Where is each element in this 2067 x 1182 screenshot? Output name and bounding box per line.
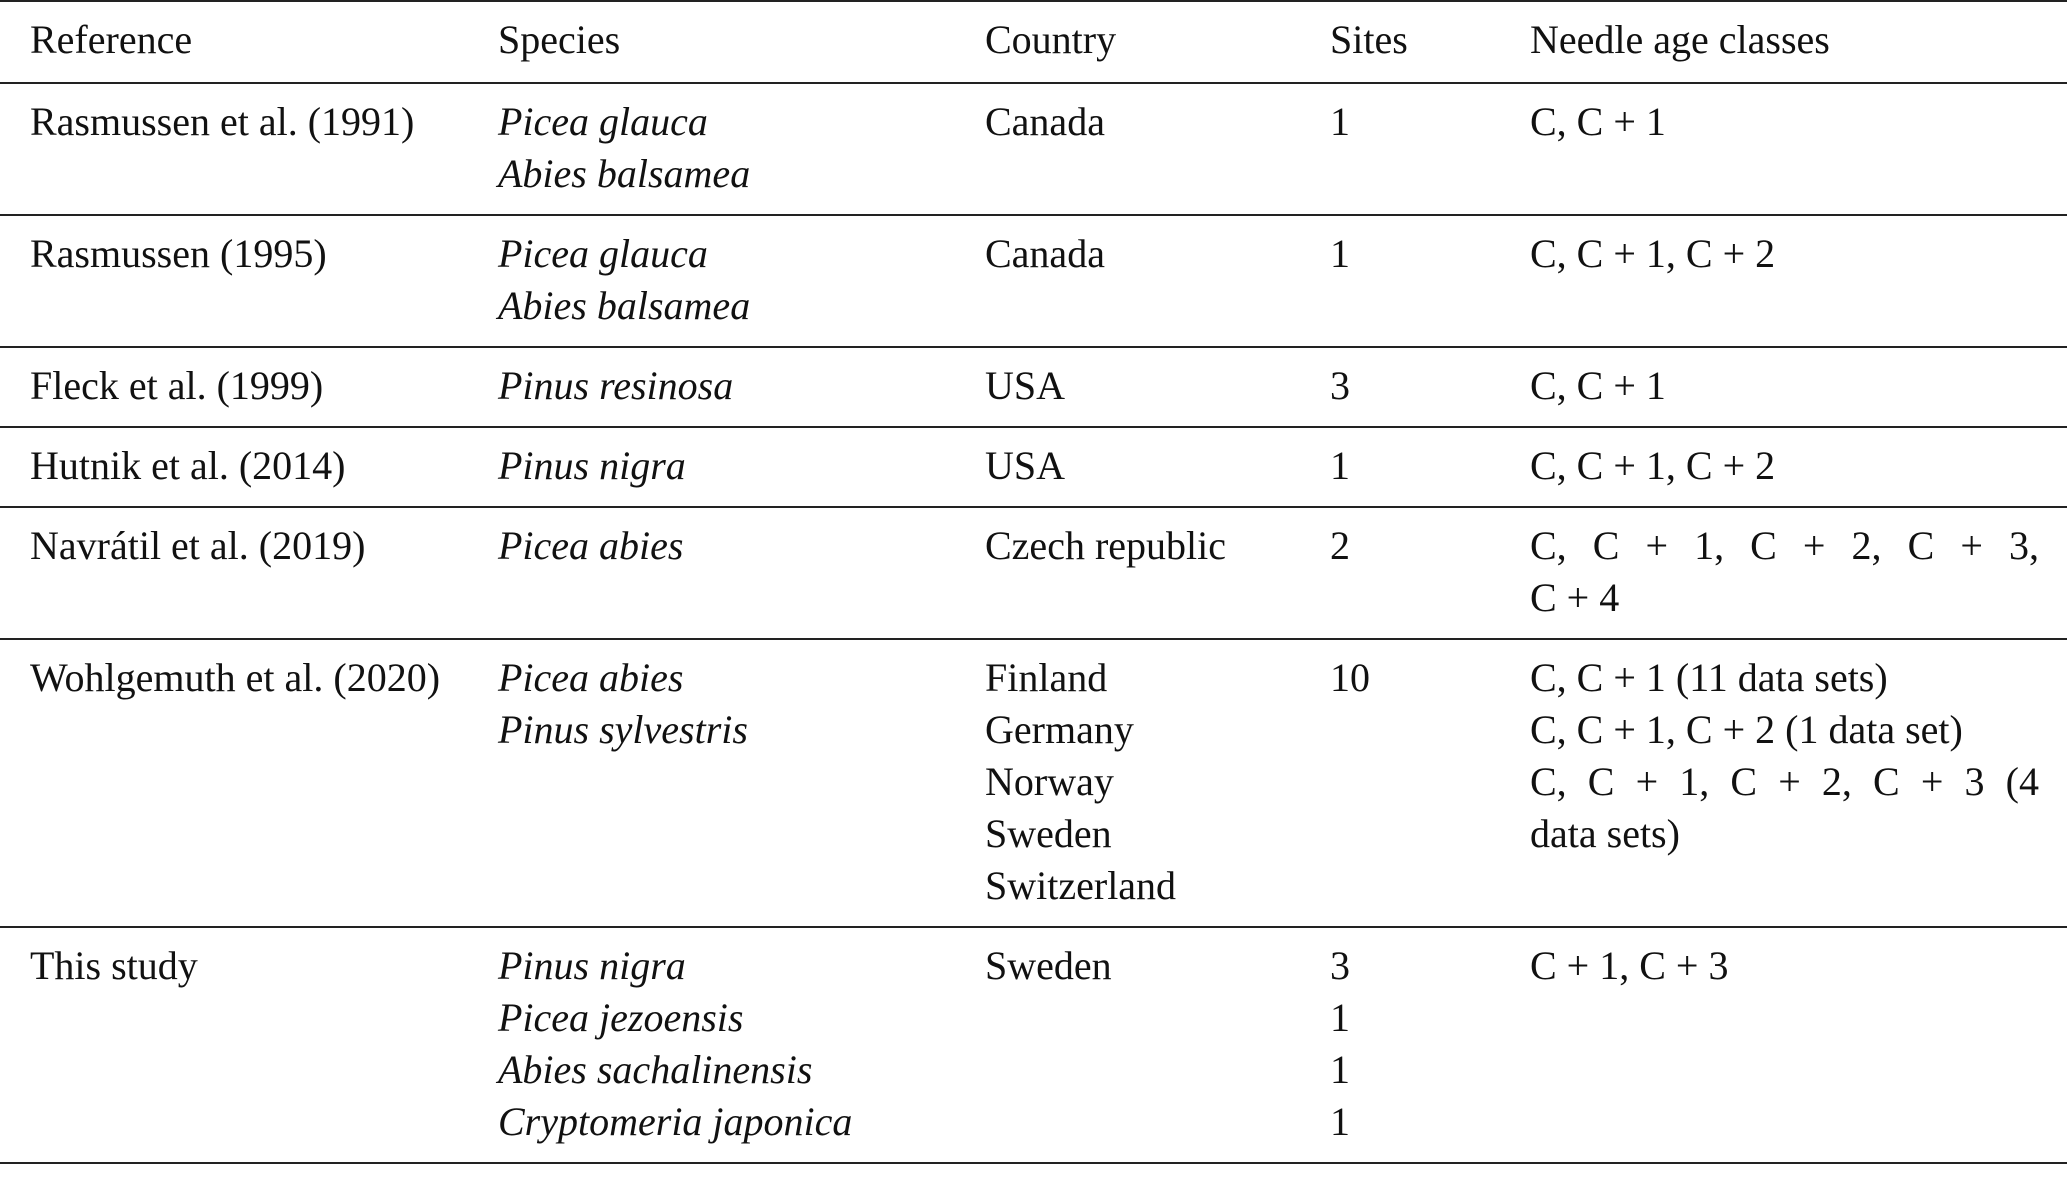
country-name: Finland: [985, 655, 1108, 700]
cell-sites: [1330, 927, 1530, 1163]
species-name: Picea abies: [498, 655, 684, 700]
cell-country: Czech republic: [985, 523, 1226, 568]
cell-country: Canada: [985, 231, 1105, 276]
header-country: Country: [985, 17, 1117, 62]
header-sites: Sites: [1330, 17, 1408, 62]
site-count: 3: [1330, 943, 1350, 988]
cell-sites: 2: [1330, 523, 1350, 568]
cell-country: [985, 639, 1330, 927]
header-reference: Reference: [30, 17, 193, 62]
cell-species: [498, 83, 985, 215]
cell-species: [498, 215, 985, 347]
table-row: [0, 507, 2067, 639]
cell-species: [498, 507, 985, 639]
cell-country: USA: [985, 443, 1066, 488]
species-name: Pinus sylvestris: [498, 707, 748, 752]
country-name: Germany: [985, 707, 1134, 752]
cell-needle-age-classes: C, C + 1 (11 data sets) C, C + 1, C + 2 (1 data set) C, C + 1, C + 2, C + 3 (4 data sets): [1530, 655, 2039, 856]
cell-reference: Wohlgemuth et al. (2020): [30, 655, 441, 700]
species-name: Picea glauca: [498, 99, 708, 144]
header-row: [0, 1, 2067, 83]
species-name: Picea glauca: [498, 231, 708, 276]
species-name: Pinus nigra: [498, 943, 686, 988]
cell-sites: 1: [1330, 231, 1350, 276]
cell-reference: This study: [30, 943, 198, 988]
country-name: Norway: [985, 759, 1114, 804]
cell-sites: 3: [1330, 363, 1350, 408]
table-row: [0, 215, 2067, 347]
cell-species: [498, 927, 985, 1163]
cell-needle-age-classes: C, C + 1: [1530, 363, 1666, 408]
cell-reference: Fleck et al. (1999): [30, 363, 324, 408]
cell-sites: 1: [1330, 99, 1350, 144]
cell-sites: 1: [1330, 443, 1350, 488]
site-count: 1: [1330, 995, 1350, 1040]
species-name: Cryptomeria japonica: [498, 1099, 853, 1144]
cell-needle-age-classes: C, C + 1, C + 2, C + 3, C + 4: [1530, 523, 2039, 620]
cell-needle-age-classes: C, C + 1, C + 2: [1530, 231, 1776, 276]
table-row: [0, 639, 2067, 927]
table-row: [0, 83, 2067, 215]
species-name: Picea jezoensis: [498, 995, 744, 1040]
cell-species: [498, 427, 985, 507]
species-name: Abies balsamea: [498, 283, 751, 328]
cell-sites: 10: [1330, 655, 1370, 700]
cell-species: [498, 639, 985, 927]
cell-country: Canada: [985, 99, 1105, 144]
site-count: 1: [1330, 1047, 1350, 1092]
cell-country: USA: [985, 363, 1066, 408]
site-count: 1: [1330, 1099, 1350, 1144]
cell-reference: Rasmussen (1995): [30, 231, 327, 276]
country-name: Sweden: [985, 811, 1112, 856]
cell-needle-age-classes: C, C + 1: [1530, 99, 1666, 144]
species-name: Abies balsamea: [498, 151, 751, 196]
table-body: [0, 83, 2067, 1163]
cell-reference: Hutnik et al. (2014): [30, 443, 346, 488]
cell-needle-age-classes: C, C + 1, C + 2: [1530, 443, 1776, 488]
country-name: Switzerland: [985, 863, 1177, 908]
table-row: [0, 427, 2067, 507]
species-name: Abies sachalinensis: [498, 1047, 813, 1092]
species-name: Pinus nigra: [498, 443, 686, 488]
table-row: [0, 347, 2067, 427]
table-header: [0, 1, 2067, 83]
header-needle-age-classes: Needle age classes: [1530, 17, 1830, 62]
cell-reference: Rasmussen et al. (1991): [30, 99, 415, 144]
table-row: [0, 927, 2067, 1163]
cell-reference: Navrátil et al. (2019): [30, 523, 366, 568]
cell-needle-age-classes: C + 1, C + 3: [1530, 943, 1729, 988]
header-species: Species: [498, 17, 621, 62]
cell-country: Sweden: [985, 943, 1112, 988]
species-name: Pinus resinosa: [498, 363, 734, 408]
species-name: Picea abies: [498, 523, 684, 568]
cell-species: [498, 347, 985, 427]
